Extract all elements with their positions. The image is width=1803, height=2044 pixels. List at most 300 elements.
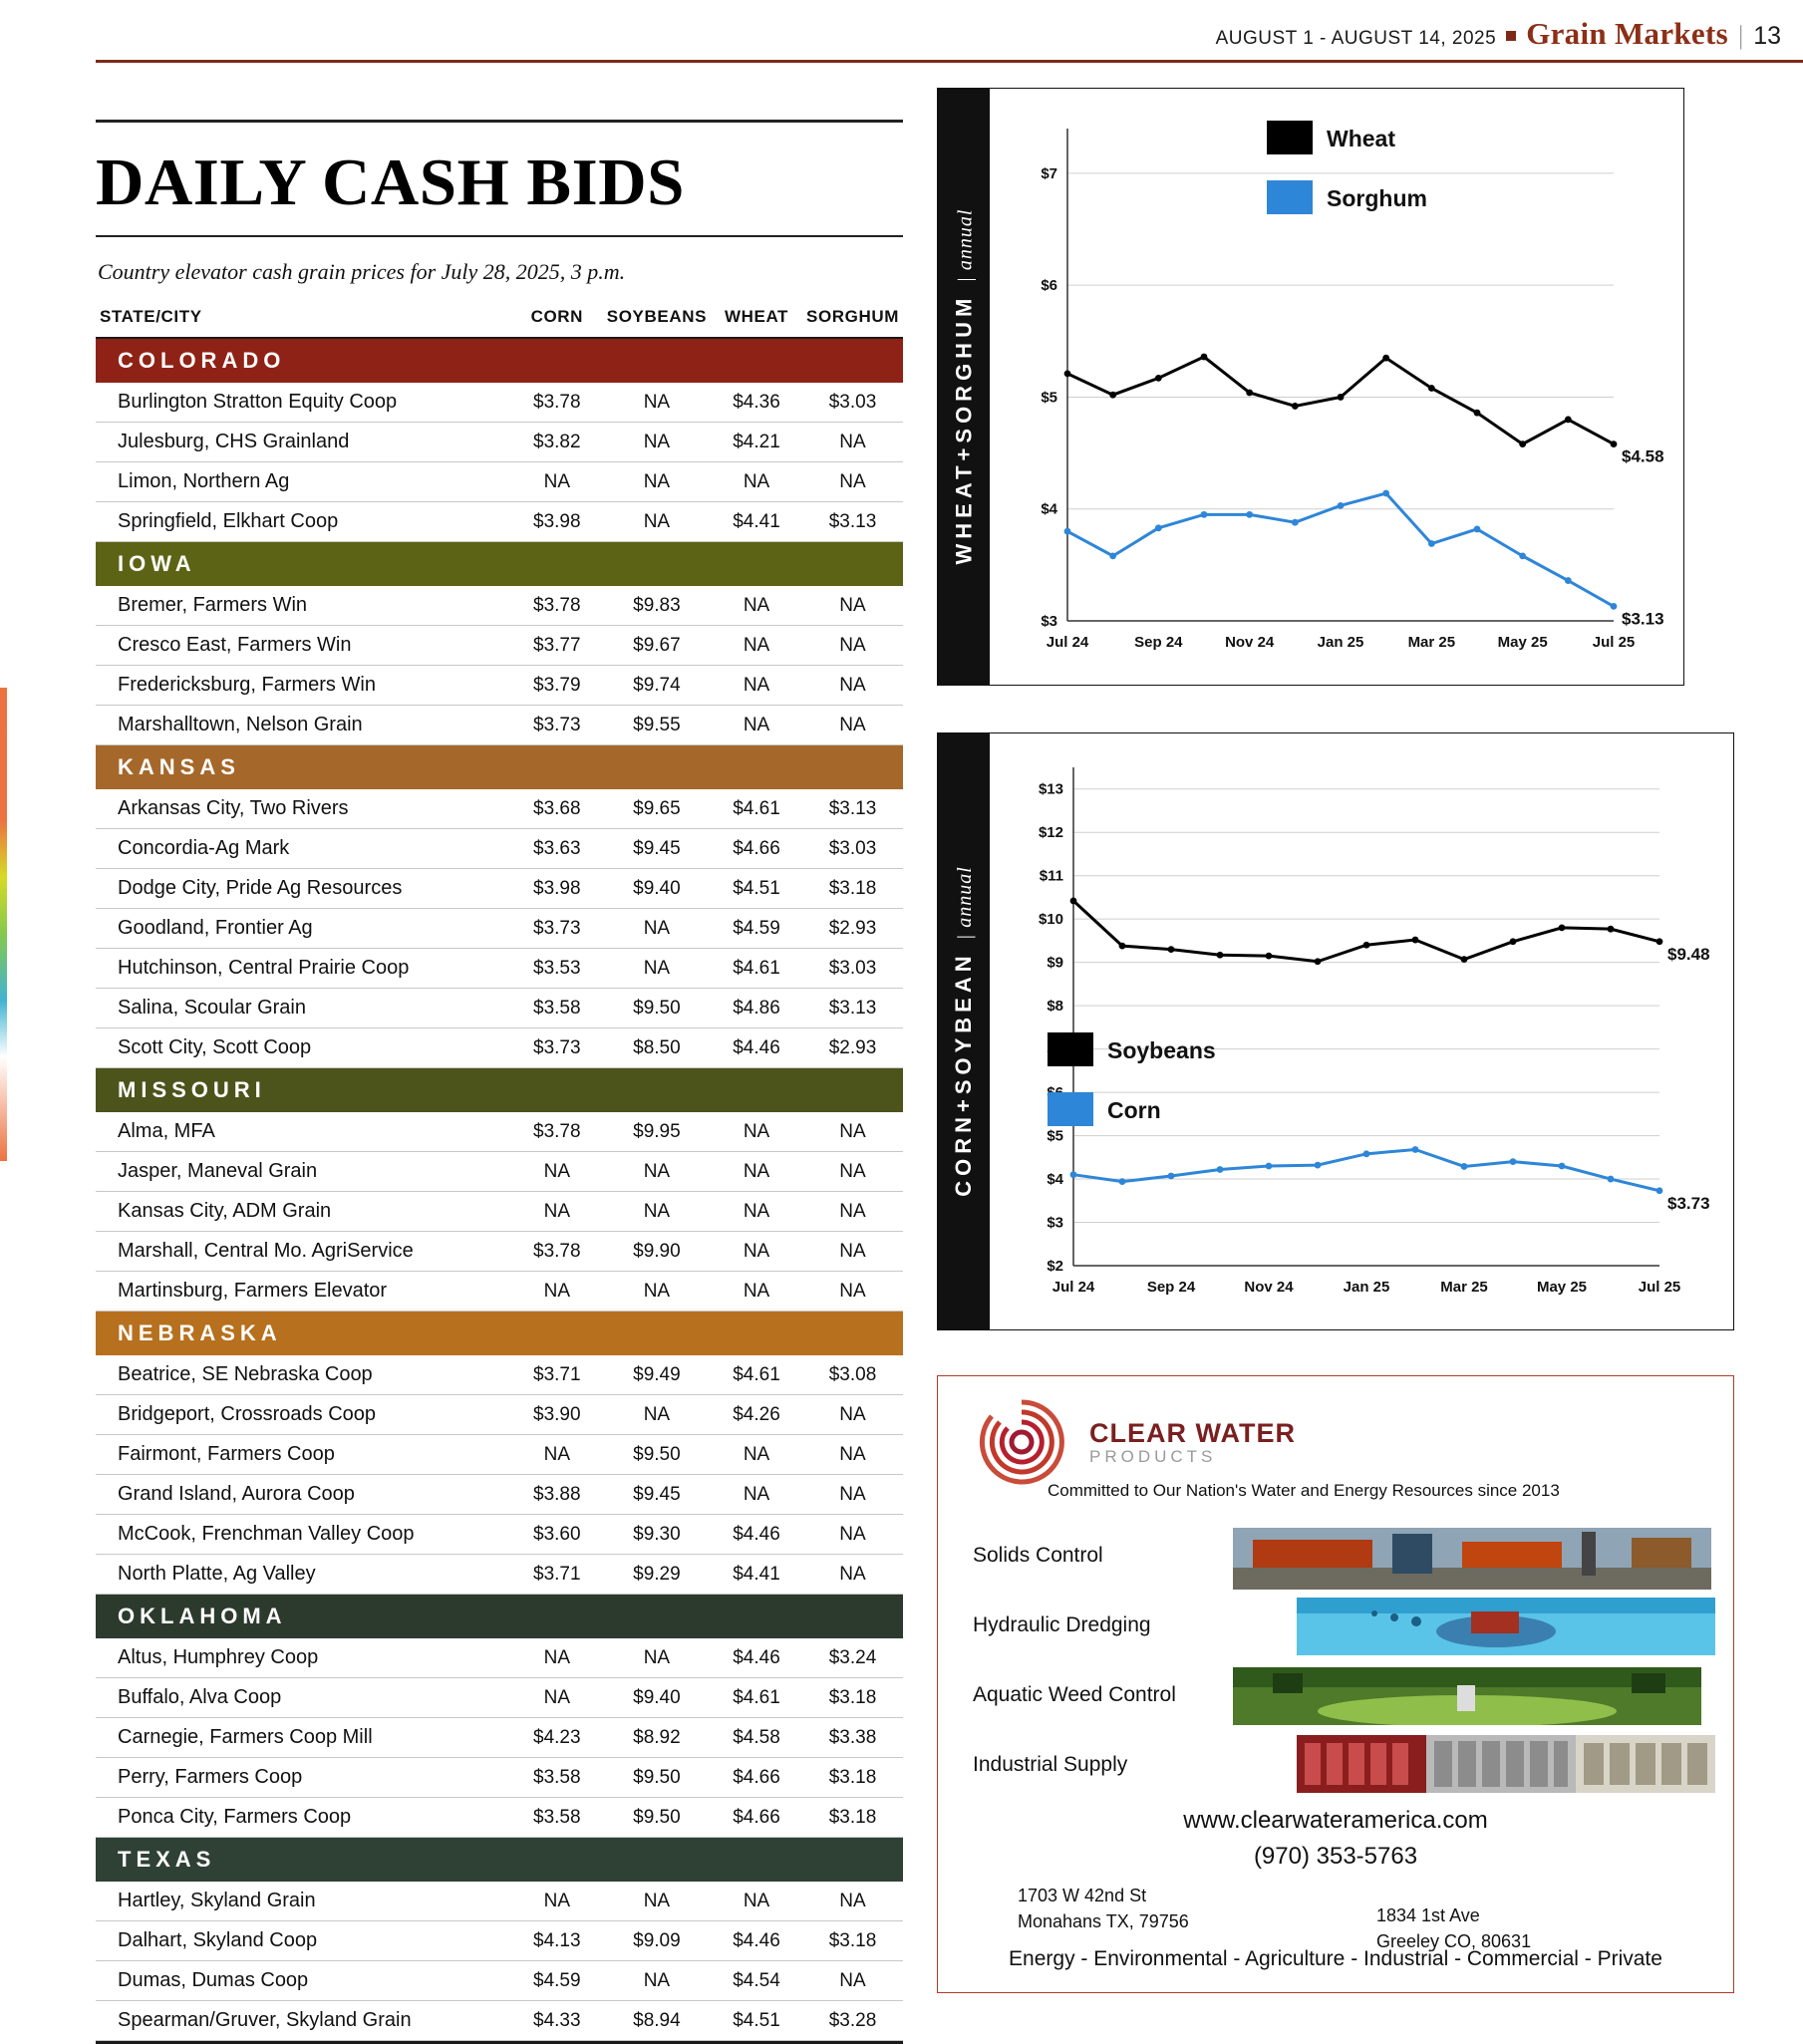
cell-city: Dodge City, Pride Ag Resources <box>96 869 511 909</box>
cell-soybeans: $9.83 <box>603 586 711 626</box>
state-header-row <box>96 1595 903 1639</box>
cell-city: Perry, Farmers Coop <box>96 1758 511 1798</box>
header-rule <box>96 60 1803 63</box>
cell-soybeans: NA <box>603 383 711 423</box>
data-point <box>1656 938 1663 945</box>
ad-phone[interactable]: (970) 353-5763 <box>1253 1843 1418 1870</box>
cell-corn: $3.88 <box>511 1475 603 1515</box>
col-sorghum: SORGHUM <box>802 303 903 338</box>
cell-soybeans: $9.45 <box>603 829 711 869</box>
table-row <box>96 626 903 666</box>
cell-wheat: NA <box>711 1435 802 1475</box>
state-header-row <box>96 1068 903 1113</box>
cell-sorghum: NA <box>802 586 903 626</box>
state-name: KANSAS <box>118 754 240 779</box>
table-row <box>96 1758 903 1798</box>
cell-wheat: $4.66 <box>711 1798 802 1838</box>
cell-sorghum: NA <box>802 706 903 745</box>
cell-city: Burlington Stratton Equity Coop <box>96 383 511 423</box>
col-state-city: STATE/CITY <box>96 303 511 338</box>
legend-label-corn: Corn <box>1107 1097 1161 1123</box>
table-row <box>96 1961 903 2001</box>
data-point <box>1382 355 1389 362</box>
legend-label-sorghum: Sorghum <box>1327 185 1427 211</box>
cell-soybeans: $9.67 <box>603 626 711 666</box>
cell-wheat: $4.61 <box>711 949 802 989</box>
square-bullet-icon <box>1506 31 1516 41</box>
table-row <box>96 423 903 462</box>
cell-soybeans: $9.90 <box>603 1232 711 1272</box>
cell-city: Alma, MFA <box>96 1112 511 1152</box>
chart2-title: CORN+SOYBEAN <box>951 951 977 1197</box>
legend-label-soybeans: Soybeans <box>1107 1037 1216 1063</box>
header-divider: | <box>1737 21 1744 50</box>
cell-soybeans: NA <box>603 502 711 542</box>
cell-corn: $3.73 <box>511 909 603 949</box>
title-rule-top <box>96 120 903 123</box>
data-point <box>1338 502 1345 509</box>
data-point <box>1363 942 1370 949</box>
cell-sorghum: $3.18 <box>802 869 903 909</box>
ad-service-2: Hydraulic Dredging <box>973 1613 1151 1636</box>
data-point <box>1519 552 1526 559</box>
data-point <box>1611 440 1618 447</box>
cell-soybeans: $9.50 <box>603 989 711 1028</box>
cell-sorghum: $2.93 <box>802 909 903 949</box>
cell-corn: NA <box>511 1435 603 1475</box>
state-header-row <box>96 745 903 790</box>
cell-soybeans: NA <box>603 423 711 462</box>
table-row <box>96 1272 903 1312</box>
data-point <box>1559 1163 1566 1170</box>
table-row <box>96 1232 903 1272</box>
cell-city: Altus, Humphrey Coop <box>96 1638 511 1678</box>
data-point <box>1168 1173 1175 1180</box>
cell-corn: $3.60 <box>511 1515 603 1555</box>
data-point <box>1315 958 1322 965</box>
table-row <box>96 1395 903 1435</box>
cell-wheat: $4.46 <box>711 1638 802 1678</box>
cell-soybeans: $9.95 <box>603 1112 711 1152</box>
page-subtitle: Country elevator cash grain prices for July 28, 2025, 3 p.m. <box>98 259 626 284</box>
cell-wheat: $4.51 <box>711 869 802 909</box>
y-tick-label: $6 <box>1041 277 1057 295</box>
cell-soybeans: $9.45 <box>603 1475 711 1515</box>
table-row <box>96 1192 903 1232</box>
cell-sorghum: NA <box>802 626 903 666</box>
cell-city: Grand Island, Aurora Coop <box>96 1475 511 1515</box>
logo-primary-text: CLEAR WATER <box>1089 1417 1296 1448</box>
cell-city: Arkansas City, Two Rivers <box>96 789 511 829</box>
legend-swatch-soybeans <box>1048 1032 1093 1066</box>
cell-corn: $3.53 <box>511 949 603 989</box>
cell-corn: NA <box>511 1638 603 1678</box>
cell-sorghum: $3.18 <box>802 1921 903 1961</box>
header-text <box>1216 16 1781 52</box>
cell-soybeans: NA <box>603 909 711 949</box>
cell-wheat: $4.36 <box>711 383 802 423</box>
series-line-sorghum <box>1067 493 1614 606</box>
cell-corn: $4.59 <box>511 1961 603 2001</box>
cell-sorghum: NA <box>802 1232 903 1272</box>
cell-city: North Platte, Ag Valley <box>96 1555 511 1595</box>
legend-swatch-sorghum <box>1267 180 1313 214</box>
table-row <box>96 586 903 626</box>
cell-city: Dalhart, Skyland Coop <box>96 1921 511 1961</box>
data-point <box>1510 938 1517 945</box>
ad-service-1: Solids Control <box>973 1544 1103 1567</box>
y-tick-label: $5 <box>1047 1127 1063 1145</box>
cell-sorghum: $3.18 <box>802 1678 903 1718</box>
cell-wheat: $4.61 <box>711 1355 802 1395</box>
concentric-arcs-icon <box>968 1396 1085 1488</box>
series-end-label-wheat: $4.58 <box>1622 446 1664 466</box>
title-rule-bottom <box>96 235 903 237</box>
data-point <box>1338 394 1345 401</box>
cell-wheat: NA <box>711 586 802 626</box>
logo-secondary-text: PRODUCTS <box>1089 1446 1217 1466</box>
data-point <box>1565 577 1572 584</box>
cell-soybeans: NA <box>603 1961 711 2001</box>
advertisement-clear-water[interactable] <box>937 1375 1734 1993</box>
cell-corn: NA <box>511 1678 603 1718</box>
cell-wheat: $4.61 <box>711 1678 802 1718</box>
table-row <box>96 706 903 745</box>
cell-city: Scott City, Scott Coop <box>96 1028 511 1068</box>
state-name: IOWA <box>118 551 196 576</box>
data-point <box>1412 1146 1419 1153</box>
cell-soybeans: $9.50 <box>603 1435 711 1475</box>
cell-sorghum: $3.13 <box>802 789 903 829</box>
table-row <box>96 1152 903 1192</box>
cell-soybeans: $9.49 <box>603 1355 711 1395</box>
cell-soybeans: $9.30 <box>603 1515 711 1555</box>
chart-wheat-sorghum <box>937 88 1684 686</box>
cell-corn: $4.23 <box>511 1718 603 1758</box>
chart1-title: WHEAT+SORGHUM <box>951 293 977 565</box>
data-point <box>1510 1158 1517 1165</box>
data-point <box>1363 1150 1370 1157</box>
cell-sorghum: NA <box>802 1882 903 1921</box>
table-row <box>96 949 903 989</box>
cell-wheat: NA <box>711 626 802 666</box>
data-point <box>1201 511 1208 518</box>
cell-corn: NA <box>511 1192 603 1232</box>
chart2-subtitle: annual <box>954 866 977 928</box>
cell-corn: $3.71 <box>511 1355 603 1395</box>
data-point <box>1064 528 1071 535</box>
cell-wheat: $4.41 <box>711 1555 802 1595</box>
cell-soybeans: NA <box>603 949 711 989</box>
data-point <box>1565 417 1572 424</box>
cell-soybeans: $9.55 <box>603 706 711 745</box>
cell-wheat: NA <box>711 1272 802 1312</box>
legend-label-wheat: Wheat <box>1327 126 1395 151</box>
table-row <box>96 2001 903 2041</box>
x-tick-label: May 25 <box>1497 634 1548 651</box>
cell-corn: $3.58 <box>511 1758 603 1798</box>
cell-city: Bridgeport, Crossroads Coop <box>96 1395 511 1435</box>
data-point <box>1428 385 1435 392</box>
data-point <box>1246 390 1253 397</box>
series-end-label-sorghum: $3.13 <box>1622 609 1664 629</box>
x-tick-label: Jul 25 <box>1592 634 1636 651</box>
data-point <box>1217 1166 1224 1173</box>
cell-soybeans: NA <box>603 1882 711 1921</box>
cell-city: Bremer, Farmers Win <box>96 586 511 626</box>
cell-wheat: NA <box>711 1232 802 1272</box>
data-point <box>1292 403 1299 410</box>
data-point <box>1246 511 1253 518</box>
cell-wheat: $4.51 <box>711 2001 802 2041</box>
table-row <box>96 1882 903 1921</box>
cell-city: Kansas City, ADM Grain <box>96 1192 511 1232</box>
ad-address-monahans <box>1018 1883 1189 1934</box>
cell-city: Concordia-Ag Mark <box>96 829 511 869</box>
data-point <box>1292 519 1299 526</box>
table-row <box>96 1555 903 1595</box>
cell-wheat: $4.21 <box>711 423 802 462</box>
cell-corn: $3.82 <box>511 423 603 462</box>
table-row <box>96 1798 903 1838</box>
data-point <box>1519 440 1526 447</box>
table-row <box>96 383 903 423</box>
cell-wheat: NA <box>711 1192 802 1232</box>
page-title: DAILY CASH BIDS <box>96 146 685 219</box>
table-row <box>96 1028 903 1068</box>
cell-corn: $4.13 <box>511 1921 603 1961</box>
cell-sorghum: NA <box>802 1152 903 1192</box>
cell-sorghum: $3.13 <box>802 502 903 542</box>
data-point <box>1382 490 1389 497</box>
cell-city: Hartley, Skyland Grain <box>96 1882 511 1921</box>
color-margin-bar <box>0 688 7 1161</box>
cell-city: Spearman/Gruver, Skyland Grain <box>96 2001 511 2041</box>
table-row <box>96 462 903 502</box>
cell-sorghum: NA <box>802 1475 903 1515</box>
cell-sorghum: NA <box>802 1112 903 1152</box>
data-point <box>1119 943 1126 950</box>
cell-sorghum: $3.38 <box>802 1718 903 1758</box>
cell-wheat: $4.58 <box>711 1718 802 1758</box>
chart-corn-soybean <box>937 732 1734 1330</box>
cell-corn: $3.68 <box>511 789 603 829</box>
cell-soybeans: NA <box>603 1638 711 1678</box>
data-point <box>1611 603 1618 610</box>
data-point <box>1474 410 1481 417</box>
table-row <box>96 869 903 909</box>
cell-sorghum: NA <box>802 1395 903 1435</box>
state-header-row <box>96 542 903 587</box>
table-row <box>96 1355 903 1395</box>
cell-soybeans: $9.29 <box>603 1555 711 1595</box>
section-title: Grain Markets <box>1526 16 1728 51</box>
cell-sorghum: $3.03 <box>802 949 903 989</box>
x-tick-label: Jan 25 <box>1343 1279 1390 1296</box>
x-tick-label: Jul 25 <box>1638 1279 1681 1296</box>
cell-city: Cresco East, Farmers Win <box>96 626 511 666</box>
x-tick-label: Nov 24 <box>1244 1279 1294 1296</box>
table-row <box>96 789 903 829</box>
table-row <box>96 666 903 706</box>
data-point <box>1266 1163 1273 1170</box>
cell-corn: $3.58 <box>511 1798 603 1838</box>
cell-sorghum: $3.24 <box>802 1638 903 1678</box>
cell-corn: $3.58 <box>511 989 603 1028</box>
cell-wheat: $4.59 <box>711 909 802 949</box>
y-tick-label: $12 <box>1038 824 1063 842</box>
cell-soybeans: $9.50 <box>603 1758 711 1798</box>
state-name: OKLAHOMA <box>118 1604 287 1628</box>
chart1-side-label: WHEAT+SORGHUM | annual <box>938 89 990 685</box>
state-header-row <box>96 1312 903 1356</box>
cell-sorghum: $3.18 <box>802 1758 903 1798</box>
table-header-row <box>96 303 903 338</box>
x-tick-label: May 25 <box>1536 1279 1588 1296</box>
col-soybeans: SOYBEANS <box>603 303 711 338</box>
cell-corn: NA <box>511 1882 603 1921</box>
cell-city: Salina, Scoular Grain <box>96 989 511 1028</box>
x-tick-label: Mar 25 <box>1407 634 1456 651</box>
legend-swatch-corn <box>1048 1092 1093 1126</box>
ad-tagline: Committed to Our Nation's Water and Energy Resources since 2013 <box>1048 1481 1560 1500</box>
cell-sorghum: $3.13 <box>802 989 903 1028</box>
cell-soybeans: NA <box>603 1152 711 1192</box>
table-row <box>96 1475 903 1515</box>
table-row <box>96 1718 903 1758</box>
ad-footer-text: Energy - Environmental - Agriculture - Industrial - Commercial - Private <box>1009 1947 1662 1970</box>
data-point <box>1461 1163 1468 1170</box>
data-point <box>1412 937 1419 944</box>
ad-photo-hydraulic-dredging <box>1297 1598 1715 1655</box>
ad-photo-solids-control <box>1233 1528 1711 1590</box>
cell-sorghum: NA <box>802 1272 903 1312</box>
cell-wheat: NA <box>711 462 802 502</box>
chart1-subtitle: annual <box>954 208 977 271</box>
data-point <box>1428 540 1435 547</box>
cell-soybeans: $9.65 <box>603 789 711 829</box>
cell-city: Springfield, Elkhart Coop <box>96 502 511 542</box>
clearwater-logo <box>968 1396 1296 1488</box>
cell-soybeans: NA <box>603 462 711 502</box>
ad-address2-line1: 1834 1st Ave <box>1376 1905 1480 1925</box>
cell-soybeans: $8.50 <box>603 1028 711 1068</box>
ad-service-3: Aquatic Weed Control <box>973 1683 1176 1706</box>
data-point <box>1315 1162 1322 1169</box>
data-point <box>1109 552 1116 559</box>
data-point <box>1109 392 1116 399</box>
state-header-row <box>96 1838 903 1883</box>
cell-sorghum: $3.18 <box>802 1798 903 1838</box>
series-end-label-soybeans: $9.48 <box>1667 944 1710 964</box>
cell-soybeans: NA <box>603 1192 711 1232</box>
cell-wheat: NA <box>711 1475 802 1515</box>
cell-wheat: NA <box>711 1882 802 1921</box>
legend-swatch-wheat <box>1267 121 1313 154</box>
cell-soybeans: $8.94 <box>603 2001 711 2041</box>
cell-wheat: NA <box>711 1112 802 1152</box>
state-header-row <box>96 338 903 383</box>
table-row <box>96 1515 903 1555</box>
cell-corn: $3.98 <box>511 502 603 542</box>
cell-city: Fredericksburg, Farmers Win <box>96 666 511 706</box>
cell-soybeans: $9.74 <box>603 666 711 706</box>
cell-city: Beatrice, SE Nebraska Coop <box>96 1355 511 1395</box>
cell-wheat: $4.66 <box>711 829 802 869</box>
cell-city: Carnegie, Farmers Coop Mill <box>96 1718 511 1758</box>
y-tick-label: $2 <box>1047 1258 1063 1275</box>
y-tick-label: $13 <box>1038 780 1063 798</box>
cell-wheat: $4.61 <box>711 789 802 829</box>
cell-soybeans: NA <box>603 1395 711 1435</box>
x-tick-label: Jan 25 <box>1317 634 1364 651</box>
table-row <box>96 1638 903 1678</box>
data-point <box>1155 375 1162 382</box>
cell-soybeans: $9.40 <box>603 869 711 909</box>
chart2-plot <box>990 733 1733 1329</box>
issue-dates: AUGUST 1 - AUGUST 14, 2025 <box>1215 28 1497 49</box>
y-tick-label: $8 <box>1047 998 1063 1016</box>
y-tick-label: $9 <box>1047 954 1063 972</box>
cell-wheat: $4.54 <box>711 1961 802 2001</box>
table-row <box>96 1435 903 1475</box>
col-corn: CORN <box>511 303 603 338</box>
y-tick-label: $4 <box>1041 500 1057 518</box>
cell-wheat: $4.26 <box>711 1395 802 1435</box>
cell-city: Marshall, Central Mo. AgriService <box>96 1232 511 1272</box>
cell-city: Dumas, Dumas Coop <box>96 1961 511 2001</box>
data-point <box>1168 946 1175 953</box>
cell-corn: $3.71 <box>511 1555 603 1595</box>
table-row <box>96 829 903 869</box>
y-tick-label: $3 <box>1041 613 1057 630</box>
cell-sorghum: NA <box>802 423 903 462</box>
y-tick-label: $10 <box>1038 911 1063 929</box>
cell-soybeans: $8.92 <box>603 1718 711 1758</box>
data-point <box>1201 354 1208 361</box>
page-number: 13 <box>1753 22 1781 50</box>
cell-sorghum: NA <box>802 1435 903 1475</box>
cell-city: Martinsburg, Farmers Elevator <box>96 1272 511 1312</box>
cell-corn: $3.78 <box>511 1112 603 1152</box>
y-tick-label: $7 <box>1041 164 1057 182</box>
cell-corn: $3.90 <box>511 1395 603 1435</box>
cell-wheat: $4.46 <box>711 1921 802 1961</box>
cell-corn: NA <box>511 462 603 502</box>
cell-corn: $3.98 <box>511 869 603 909</box>
data-point <box>1070 1171 1077 1178</box>
cell-corn: $3.79 <box>511 666 603 706</box>
table-row <box>96 1112 903 1152</box>
cell-city: Fairmont, Farmers Coop <box>96 1435 511 1475</box>
state-name: MISSOURI <box>118 1077 266 1102</box>
ad-address2-line2: Greeley CO, 80631 <box>1376 1931 1532 1952</box>
table-row <box>96 989 903 1028</box>
x-tick-label: Jul 24 <box>1046 634 1089 651</box>
cell-sorghum: NA <box>802 1555 903 1595</box>
cell-city: Ponca City, Farmers Coop <box>96 1798 511 1838</box>
cell-wheat: $4.66 <box>711 1758 802 1798</box>
data-point <box>1608 1176 1615 1183</box>
cell-sorghum: $3.08 <box>802 1355 903 1395</box>
x-tick-label: Sep 24 <box>1134 634 1183 651</box>
state-name: NEBRASKA <box>118 1320 282 1345</box>
ad-website[interactable]: www.clearwateramerica.com <box>1183 1807 1488 1834</box>
cell-sorghum: NA <box>802 1192 903 1232</box>
cell-city: Goodland, Frontier Ag <box>96 909 511 949</box>
cell-corn: $3.63 <box>511 829 603 869</box>
ad-photo-industrial-supply <box>1297 1735 1715 1793</box>
